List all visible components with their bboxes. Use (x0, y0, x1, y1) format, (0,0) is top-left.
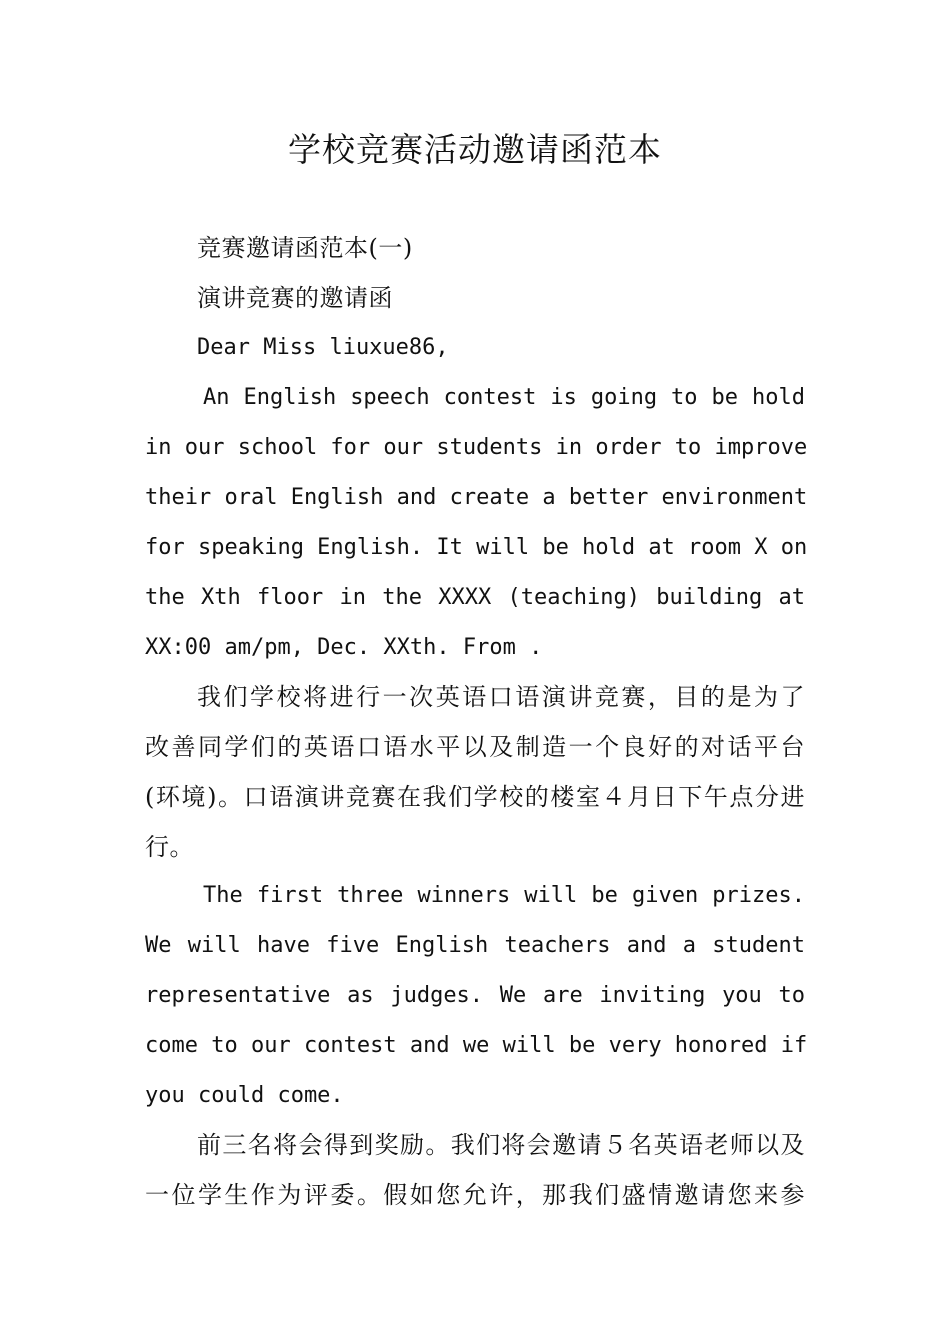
paragraph-zh-1-line: 行。 (145, 833, 194, 861)
paragraph-en-1-line: for speaking English. It will be hold at room X on (145, 535, 808, 560)
paragraph-en-1-line: XX:00 am/pm, Dec. XXth. From . (145, 635, 543, 660)
greeting-line: Dear Miss liuxue86, (197, 335, 449, 360)
paragraph-en-2-line: We will have five English teachers and a student (145, 933, 805, 958)
paragraph-en-2-line: The first three winners will be given prizes. (203, 883, 805, 908)
paragraph-en-2-line: representative as judges. We are inviting you to (145, 983, 805, 1008)
paragraph-en-2-line: you could come. (145, 1083, 344, 1108)
letter-heading: 演讲竞赛的邀请函 (197, 284, 393, 312)
paragraph-zh-2-line: 前三名将会得到奖励。我们将会邀请５名英语老师以及 (197, 1131, 805, 1159)
paragraph-en-1-line: their oral English and create a better environment (145, 485, 808, 510)
paragraph-zh-2-line: 一位学生作为评委。假如您允许，那我们盛情邀请您来参 (145, 1181, 805, 1209)
paragraph-en-1-line: the Xth floor in the XXXX (teaching) building at (145, 585, 805, 610)
paragraph-en-1-line: An English speech contest is going to be hold (203, 385, 805, 410)
paragraph-en-2-line: come to our contest and we will be very honored if (145, 1033, 808, 1058)
paragraph-en-1-line: in our school for our students in order to improve (145, 435, 808, 460)
paragraph-zh-1-line: 我们学校将进行一次英语口语演讲竞赛，目的是为了 (197, 683, 805, 711)
section-heading: 竞赛邀请函范本(一) (197, 234, 413, 262)
paragraph-zh-1-line: 改善同学们的英语口语水平以及制造一个良好的对话平台 (145, 733, 805, 761)
paragraph-zh-1-line: (环境)。口语演讲竞赛在我们学校的楼室４月日下午点分进 (145, 783, 805, 811)
document-title: 学校竞赛活动邀请函范本 (288, 130, 662, 169)
